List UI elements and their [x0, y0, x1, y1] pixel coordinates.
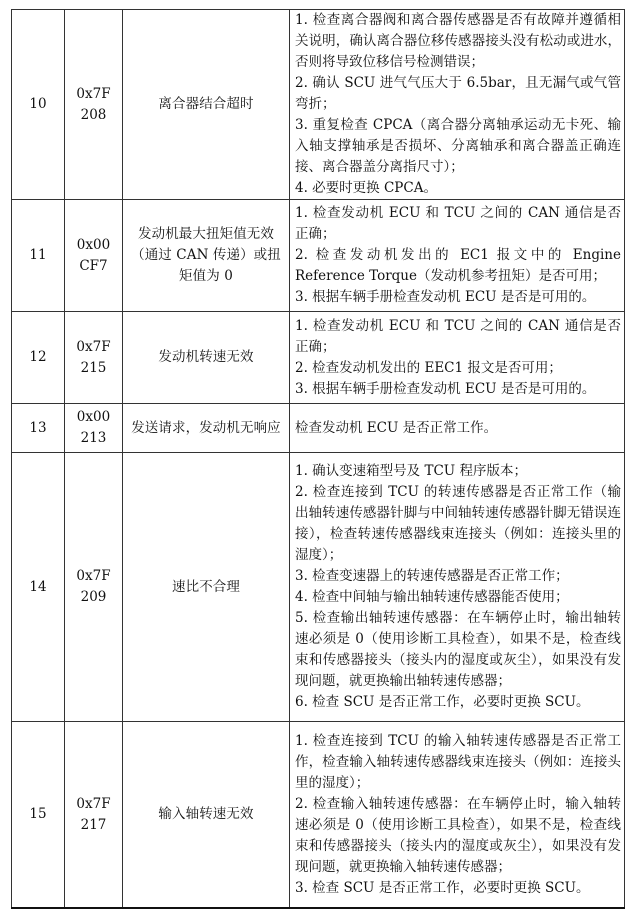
action-step: 3. 根据车辆手册检查发动机 ECU 是否是可用的。 [295, 380, 596, 397]
fault-number: 15 [12, 722, 65, 909]
fault-description: 发动机转速无效 [123, 312, 290, 404]
action-step: 3. 根据车辆手册检查发动机 ECU 是否是可用的。 [295, 289, 596, 305]
fault-number: 11 [12, 200, 65, 312]
table-row [12, 404, 625, 453]
action-step: 6. 检查 SCU 是否正常工作，必要时更换 SCU。 [295, 694, 590, 710]
fault-number: 13 [12, 404, 65, 453]
fault-code-table [11, 9, 625, 909]
action-step: 2. 检查发动机发出的 EEC1 报文是否可用； [295, 359, 562, 376]
fault-code: 0x7F 209 [65, 453, 123, 722]
fault-number: 14 [12, 453, 65, 722]
fault-actions [290, 404, 625, 453]
action-step: 3. 检查变速器上的转速传感器是否正常工作； [295, 568, 569, 584]
action-step: 3. 检查 SCU 是否正常工作，必要时更换 SCU。 [295, 879, 590, 896]
table-row [12, 200, 625, 312]
fault-code: 0x7F 215 [65, 312, 123, 404]
action-step: 1. 确认变速箱型号及 TCU 程序版本； [295, 463, 527, 479]
fault-description: 速比不合理 [123, 453, 290, 722]
action-step: 4. 必要时更换 CPCA。 [295, 180, 437, 196]
fault-actions [290, 453, 625, 722]
fault-description: 发送请求，发动机无响应 [123, 404, 290, 453]
fault-actions [290, 312, 625, 404]
fault-code: 0x00 213 [65, 404, 123, 453]
fault-code: 0x7F 208 [65, 10, 123, 200]
action-step: 2. 检查连接到 TCU 的转速传感器是否正常工作（输出轴转速传感器针脚与中间轴转速传感器针脚无错误连接），检查转速传感器线束连接头（例如：连接头里的湿度）； [295, 484, 621, 563]
fault-code: 0x00 CF7 [65, 200, 123, 312]
fault-description: 离合器结合超时 [123, 10, 290, 200]
table-row [12, 10, 625, 200]
action-step: 检查发动机 ECU 是否正常工作。 [295, 419, 498, 436]
action-step: 3. 重复检查 CPCA（离合器分离轴承运动无卡死、输入轴支撑轴承是否损坏、分离轴承和离合器盖正确连接、离合器盖分离指尺寸）； [295, 117, 621, 175]
action-step: 1. 检查离合器阀和离合器传感器是否有故障并遵循相关说明，确认离合器位移传感器接头没有松动或进水，否则将导致位移信号检测错误； [295, 12, 621, 70]
action-step: 2. 检查输入轴转速传感器：在车辆停止时，输入轴转速必须是 0（使用诊断工具检查），如果不是，检查线束和传感器接头（接头内的湿度或灰尘），如果没有发现问题，就更换输入轴转速传感器； [295, 795, 621, 875]
fault-number: 10 [12, 10, 65, 200]
fault-description: 发动机最大扭矩值无效（通过 CAN 传递）或扭矩值为 0 [123, 200, 290, 312]
action-step: 1. 检查发动机 ECU 和 TCU 之间的 CAN 通信是否正确； [295, 205, 621, 242]
fault-actions [290, 200, 625, 312]
fault-actions [290, 722, 625, 909]
table-row [12, 312, 625, 404]
action-step: 2. 确认 SCU 进气气压大于 6.5bar，且无漏气或气管弯折； [295, 75, 621, 112]
fault-number: 12 [12, 312, 65, 404]
table-row [12, 453, 625, 722]
fault-description: 输入轴转速无效 [123, 722, 290, 909]
action-step: 2. 检查发动机发出的 EC1 报文中的 Engine Reference Torque（发动机参考扭矩）是否可用； [295, 247, 621, 284]
fault-actions [290, 10, 625, 200]
table-row [12, 722, 625, 909]
action-step: 1. 检查连接到 TCU 的输入轴转速传感器是否正常工作，检查输入轴转速传感器线束连接头（例如：连接头里的湿度）； [295, 732, 621, 791]
action-step: 5. 检查输出轴转速传感器：在车辆停止时，输出轴转速必须是 0（使用诊断工具检查），如果不是，检查线束和传感器接头（接头内的湿度或灰尘），如果没有发现问题，就更换输出轴转速传感器； [295, 610, 621, 689]
fault-code: 0x7F 217 [65, 722, 123, 909]
action-step: 1. 检查发动机 ECU 和 TCU 之间的 CAN 通信是否正确； [295, 317, 621, 355]
action-step: 4. 检查中间轴与输出轴转速传感器能否使用； [295, 589, 569, 605]
